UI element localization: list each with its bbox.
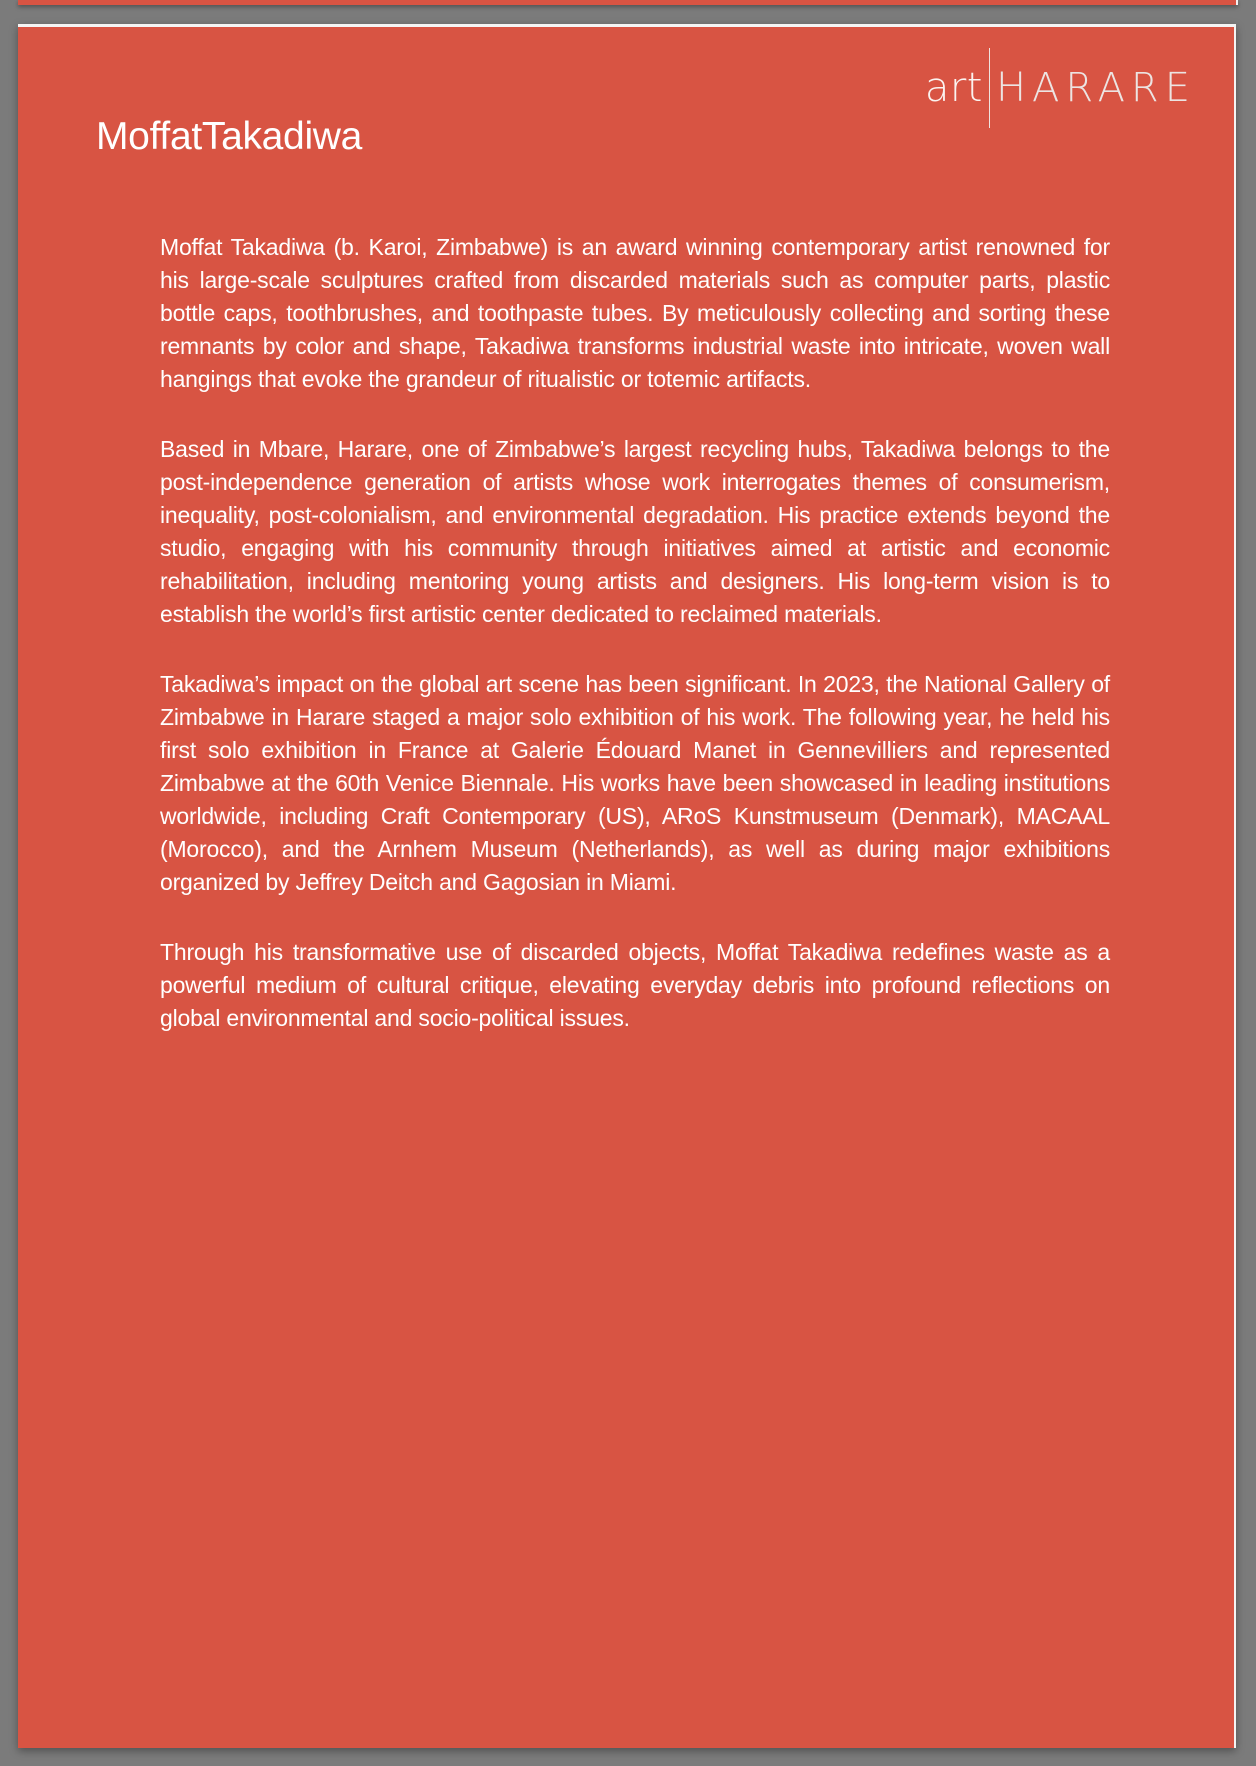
previous-page-edge [18,0,1238,5]
logo-prefix: art [924,65,983,111]
document-page [18,24,1236,1748]
paragraph: Based in Mbare, Harare, one of Zimbabwe’s largest recycling hubs, Takadiwa belongs to the post-independence generation of artists whose work interrogates themes of consumerism, inequality, post-colonialism, and environmental degradation. His practice extends beyond the studio, engaging with his community through initiatives aimed at artistic and economic rehabilitation, including mentoring young artists and designers. His long-term vision is to establish the world’s first artistic center dedicated to reclaimed materials. [160,436,1110,627]
paragraph: Through his transformative use of discarded objects, Moffat Takadiwa redefines waste as a powerful medium of cultural critique, elevating everyday debris into profound reflections on global environmental and socio-political issues. [160,939,1110,1031]
paragraph: Takadiwa’s impact on the global art scene has been significant. In 2023, the National Gallery of Zimbabwe in Harare staged a major solo exhibition of his work. The following year, he held his first solo exhibition in France at Galerie Édouard Manet in Gennevilliers and represented Zimbabwe at the 60th Venice Biennale. His works have been showcased in leading institutions worldwide, including Craft Contemporary (US), ARoS Kunstmuseum (Denmark), MACAAL (Morocco), and the Arnhem Museum (Netherlands), as well as during major exhibitions organized by Jeffrey Deitch and Gagosian in Miami. [160,671,1110,895]
paragraph: Moffat Takadiwa (b. Karoi, Zimbabwe) is an award winning contemporary artist renowned for his large-scale sculptures crafted from discarded materials such as computer parts, plastic bottle caps, toothbrushes, and toothpaste tubes. By meticulously collecting and sorting these remnants by color and shape, Takadiwa transforms industrial waste into intricate, woven wall hangings that evoke the grandeur of ritualistic or totemic artifacts. [160,234,1110,392]
art-harare-logo [925,47,1196,129]
logo-name: HARARE [995,65,1196,111]
artist-name-title: MoffatTakadiwa [96,115,363,158]
biography-text [160,231,1110,1072]
